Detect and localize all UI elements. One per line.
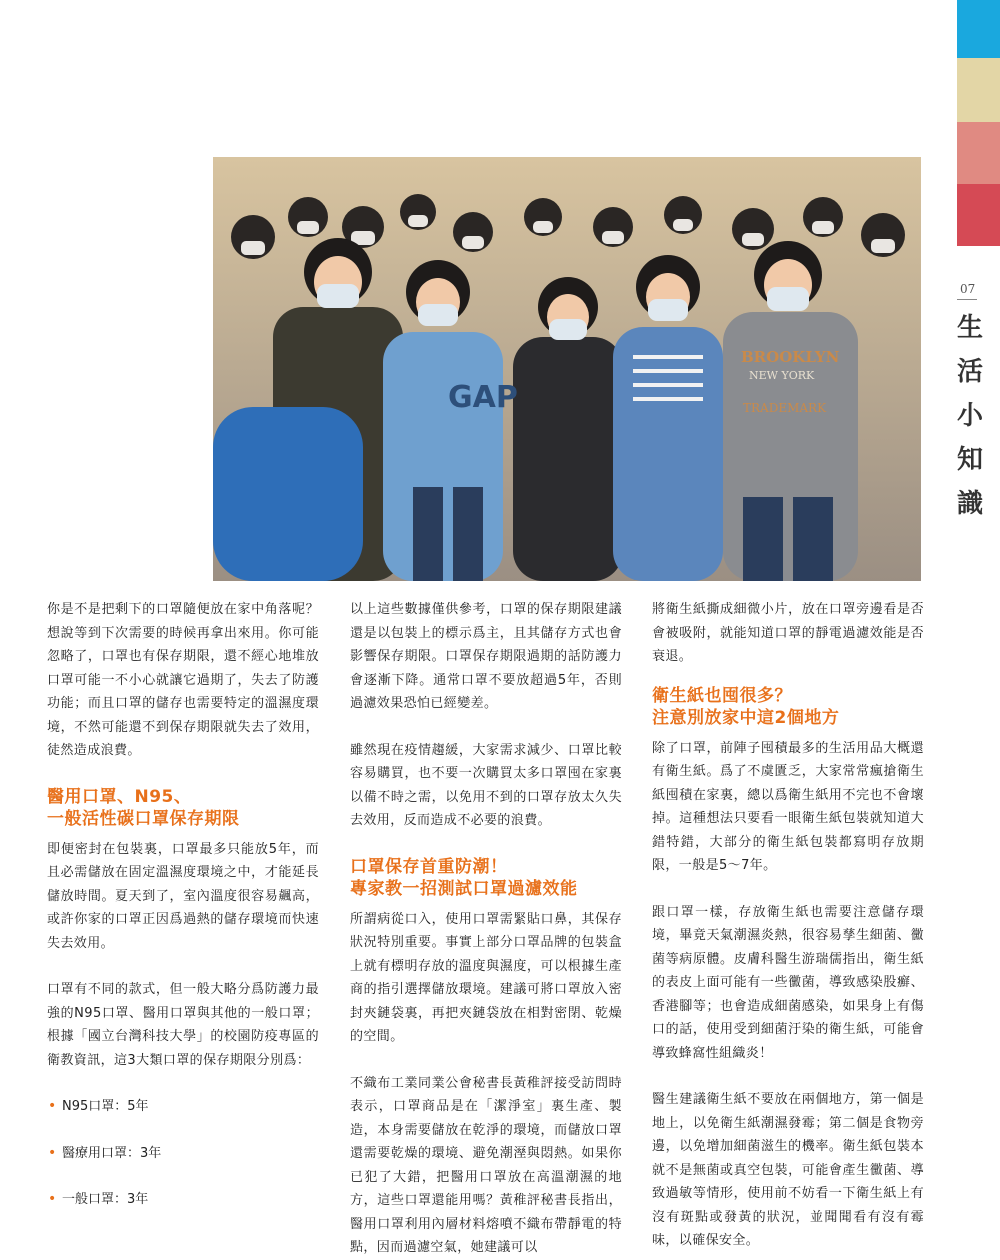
crowd-illustration <box>213 157 921 581</box>
paragraph: 跟口罩一樣，存放衛生紙也需要注意儲存環境，畢竟天氣潮濕炎熱，很容易孳生細菌、黴菌等病原體。皮膚科醫生游瑞儒指出，衛生紙的表皮上面可能有一些黴菌，導致感染股癬、香港腳等；也會造成細菌感染，如果身上有傷口的話，使用受到細菌汙染的衛生紙，可能會導致蜂窩性組織炎！ <box>652 904 924 1061</box>
list-item-text: N95口罩：5年 <box>62 1099 149 1114</box>
bullet-icon: • <box>48 1191 57 1207</box>
section-title-char: 活 <box>956 357 983 387</box>
section-title-char: 知 <box>956 445 983 475</box>
shirt-text-1: BROOKLYN <box>741 348 840 366</box>
paragraph: 除了口罩，前陣子囤積最多的生活用品大概還有衛生紙。爲了不虞匱乏，大家常常瘋搶衛生紙囤積在家裏，總以爲衛生紙用不完也不會壞掉。這種想法只要看一眼衛生紙包裝就知道大錯特錯，大部分的衛生紙包裝都寫明存放期限，一般是5～7年。 <box>652 740 924 873</box>
page-number: 07 <box>960 282 976 296</box>
article-column-1 <box>47 598 319 1235</box>
subheading <box>652 685 924 729</box>
shelf-life-list <box>47 1095 319 1212</box>
list-item <box>47 1142 319 1166</box>
section-title-char: 生 <box>956 313 983 343</box>
list-item-text: 醫療用口罩：3年 <box>62 1145 162 1161</box>
subheading-line: 口罩保存首重防潮！ <box>350 856 508 877</box>
subheading-line: 一般活性碳口罩保存期限 <box>47 808 240 829</box>
crowd-with-masks-photo <box>213 157 921 581</box>
article-column-2 <box>350 598 622 1260</box>
paragraph: 口罩有不同的款式，但一般大略分爲防護力最強的N95口罩、醫用口罩與其他的一般口罩；根據「國立台灣科技大學」的校園防疫專區的衛教資訊，這3大類口罩的保存期限分別爲： <box>47 982 319 1068</box>
color-strip-beige <box>957 58 1000 122</box>
paragraph: 所謂病從口入，使用口罩需緊貼口鼻，其保存狀況特別重要。事實上部分口罩品牌的包裝盒上就有標明存放的溫度與濕度，可以根據生產商的指引選擇儲放環境。建議可將口罩放入密封夾鏈袋裏，再把夾鏈袋放在相對密閉、乾燥的空間。 <box>350 911 622 1044</box>
color-strip-blue <box>957 0 1000 58</box>
list-item-text: 一般口罩：3年 <box>62 1192 149 1207</box>
bullet-icon: • <box>48 1144 57 1161</box>
subheading-line: 衛生紙也囤很多？ <box>652 685 792 706</box>
list-item <box>47 1188 319 1212</box>
subheading-line: 專家教一招測試口罩過濾效能 <box>350 878 578 899</box>
list-item <box>47 1095 319 1119</box>
subheading <box>350 856 622 900</box>
sweatshirt-logo: GAP <box>448 380 518 415</box>
section-title <box>956 306 984 526</box>
paragraph: 將衛生紙撕成細微小片，放在口罩旁邊看是否會被吸附，就能知道口罩的靜電過濾效能是否衰退。 <box>652 602 924 664</box>
section-title-char: 小 <box>956 401 983 431</box>
color-strip-pink <box>957 122 1000 184</box>
subheading-line: 醫用口罩、N95、 <box>47 786 192 807</box>
paragraph: 不織布工業同業公會秘書長黃稚評接受訪問時表示，口罩商品是在「潔淨室」裏生產、製造，本身需要儲放在乾淨的環境，而儲放口罩還需要乾燥的環境、避免潮溼與悶熱。如果你已犯了大錯，把醫用口罩放在高溫潮濕的地方，這些口罩還能用嗎？黃稚評秘書長指出，醫用口罩利用內層材料熔噴不織布帶靜電的特點，因而過濾空氣，她建議可以 <box>350 1075 622 1255</box>
page-number-rule <box>957 299 977 300</box>
subheading-line: 注意別放家中這2個地方 <box>652 707 840 728</box>
shirt-text-2: NEW YORK <box>749 369 815 382</box>
bullet-icon: • <box>48 1098 57 1114</box>
paragraph: 雖然現在疫情趨緩，大家需求減少、口罩比較容易購買，也不要一次購買太多口罩囤在家裏以備不時之需，以免用不到的口罩存放太久失去效用，反而造成不必要的浪費。 <box>350 742 622 828</box>
article-column-3 <box>652 598 924 1253</box>
section-title-char: 識 <box>956 489 983 519</box>
subheading <box>47 786 319 830</box>
paragraph: 即便密封在包裝裏，口罩最多只能放5年，而且必需儲放在固定溫濕度環境之中，才能延長儲放時間。夏天到了，室內溫度很容易飆高，或許你家的口罩正因爲過熱的儲存環境而快速失去效用。 <box>47 841 319 951</box>
paragraph: 醫生建議衛生紙不要放在兩個地方，第一個是地上，以免衛生紙潮濕發霉；第二個是食物旁邊，以免增加細菌滋生的機率。衛生紙包裝本就不是無菌或真空包裝，可能會產生黴菌、導致過敏等情形，使用前不妨看一下衛生紙上有沒有斑點或發黃的狀況，並聞聞看有沒有霉味，以確保安全。 <box>652 1092 924 1248</box>
shirt-text-3: TRADEMARK <box>743 401 827 415</box>
paragraph: 以上這些數據僅供參考，口罩的保存期限建議還是以包裝上的標示爲主，且其儲存方式也會影響保存期限。口罩保存期限過期的話防護力會逐漸下降。通常口罩不要放超過5年，否則過濾效果恐怕已經變差。 <box>350 602 622 711</box>
color-strip-red <box>957 184 1000 246</box>
paragraph: 你是不是把剩下的口罩隨便放在家中角落呢？想說等到下次需要的時候再拿出來用。你可能忽略了，口罩也有保存期限，還不經心地堆放口罩可能一不小心就讓它過期了，失去了防護功能；而且口罩的儲存也需要特定的溫濕度環境，不然可能還不到保存期限就失去了效用，徒然造成浪費。 <box>47 602 319 758</box>
